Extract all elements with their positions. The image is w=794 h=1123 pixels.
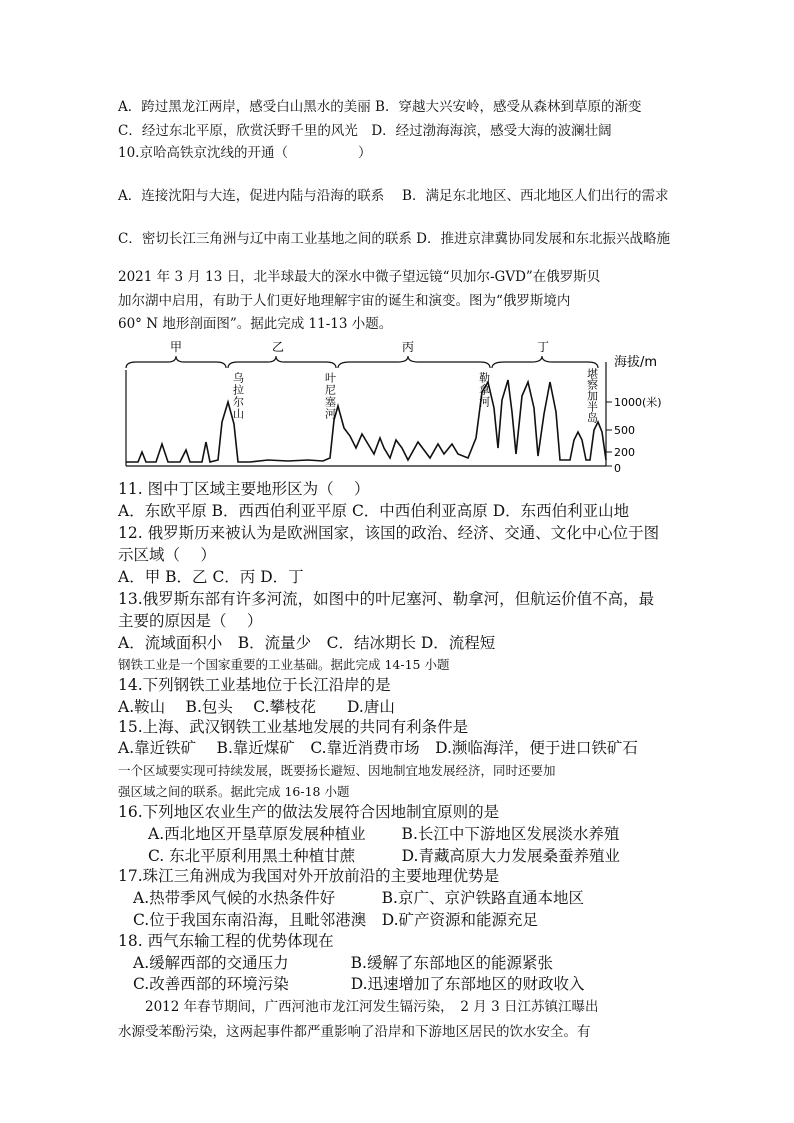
q17-options-cd: C.位于我国东南沿海，且毗邻港澳 D.矿产资源和能源充足 [133,911,539,929]
q16-options-ab: A.西北地区开垦草原发展种植业 B.长江中下游地区发展淡水养殖 [148,825,620,843]
q9-options-ab: A．跨过黑龙江两岸，感受白山黑水的美丽 B．穿越大兴安岭，感受从森林到草原的渐变 [118,99,642,115]
intro-11-13-line-2: 加尔湖中启用，有助于人们更好地理解宇宙的诞生和演变。图为“俄罗斯境内 [118,293,571,309]
q12-options: A．甲 B．乙 C．丙 D．丁 [118,568,304,586]
q16-options-cd: C. 东北平原利用黑土种植甘蔗 D.青藏高原大力发展桑蚕养殖业 [148,847,620,865]
q11-stem: 11. 图中丁区域主要地形区为（ ） [118,480,370,498]
feature-label-yenisei: 叶尼塞河 [323,372,337,420]
region-label-jia: 甲 [169,340,183,354]
q14-stem: 14.下列钢铁工业基地位于长江沿岸的是 [118,676,391,694]
q10-stem-a: 10.京哈高铁京沈线的开通（ [118,145,288,161]
tick-500: 500 [614,424,635,437]
q16-stem: 16.下列地区农业生产的做法发展符合因地制宜原则的是 [118,803,500,821]
tick-1000: 1000(米) [614,396,662,409]
intro-11-13-line-3: 60° N 地形剖面图”。据此完成 11-13 小题。 [118,316,393,332]
q12-stem-line-1: 12. 俄罗斯历来被认为是欧洲国家，该国的政治、经济、交通、文化中心位于图 [118,524,660,542]
feature-label-kamchatka: 堪察加半岛 [585,368,599,423]
q13-stem-line-1: 13.俄罗斯东部有许多河流，如图中的叶尼塞河、勒拿河，但航运价值不高，最 [118,590,655,608]
q13-stem-line-2: 主要的原因是（ ） [118,612,263,630]
region-label-yi: 乙 [271,340,285,354]
q11-options: A．东欧平原 B．西西伯利亚平原 C．中西伯利亚高原 D．东西伯利亚山地 [118,502,630,520]
intro-16-18-line-1: 一个区域要实现可持续发展，既要扬长避短、因地制宜地发展经济，同时还要加 [118,763,556,778]
q18-options-ab: A.缓解西部的交通压力 B.缓解了东部地区的能源紧张 [133,954,553,972]
q13-options: A．流域面积小 B．流量少 C．结冰期长 D．流程短 [118,634,496,652]
q10-stem [118,144,371,162]
intro-last-line-2: 水源受苯酚污染，这两起事件都严重影响了沿岸和下游地区居民的饮水安全。有 [118,1024,591,1040]
q10-stem-b: ） [357,145,372,161]
q15-stem: 15.上海、武汉钢铁工业基地发展的共同有利条件是 [118,718,469,736]
q9-options-cd: C．经过东北平原，欣赏沃野千里的风光 D．经过渤海海滨，感受大海的波澜壮阔 [118,123,612,139]
tick-0: 0 [614,462,621,475]
q14-options: A.鞍山 B.包头 C.攀枝花 D.唐山 [118,698,395,716]
q15-options: A.靠近铁矿 B.靠近煤矿 C.靠近消费市场 D.濒临海洋，便于进口铁矿石 [118,739,638,757]
q17-stem: 17.珠江三角洲成为我国对外开放前沿的主要地理优势是 [118,867,500,885]
q12-stem-line-2: 示区域（ ） [118,546,216,564]
q10-options-ab: A．连接沈阳与大连，促进内陆与沿海的联系 B．满足东北地区、西北地区人们出行的需求 [118,188,669,204]
q18-stem: 18. 西气东输工程的优势体现在 [118,932,334,950]
intro-last-line-1: 2012 年春节期间，广西河池市龙江河发生镉污染， 2 月 3 日江苏镇江曝出 [118,999,599,1015]
q10-options-cd: C．密切长江三角洲与辽中南工业基地之间的联系 D．推进京津冀协同发展和东北振兴战略施 [118,231,670,247]
region-label-bing: 丙 [401,340,415,354]
terrain-profile-figure [118,336,678,476]
tick-200: 200 [614,446,635,459]
region-label-ding: 丁 [536,340,550,354]
feature-label-lena: 勒拿河 [477,372,491,408]
q17-options-ab: A.热带季风气候的水热条件好 B.京广、京沪铁路直通本地区 [133,889,584,907]
intro-16-18-line-2: 强区域之间的联系。据此完成 16-18 小题 [118,784,350,799]
feature-label-ural: 乌拉尔山 [231,372,245,420]
axis-title: 海拔/m [614,355,658,370]
intro-14-15: 钢铁工业是一个国家重要的工业基础。据此完成 14-15 小题 [118,657,450,672]
q18-options-cd: C.改善西部的环境污染 D.迅速增加了东部地区的财政收入 [133,975,585,993]
intro-11-13-line-1: 2021 年 3 月 13 日，北半球最大的深水中微子望远镜“贝加尔-GVD”在俄罗斯贝 [118,269,601,285]
